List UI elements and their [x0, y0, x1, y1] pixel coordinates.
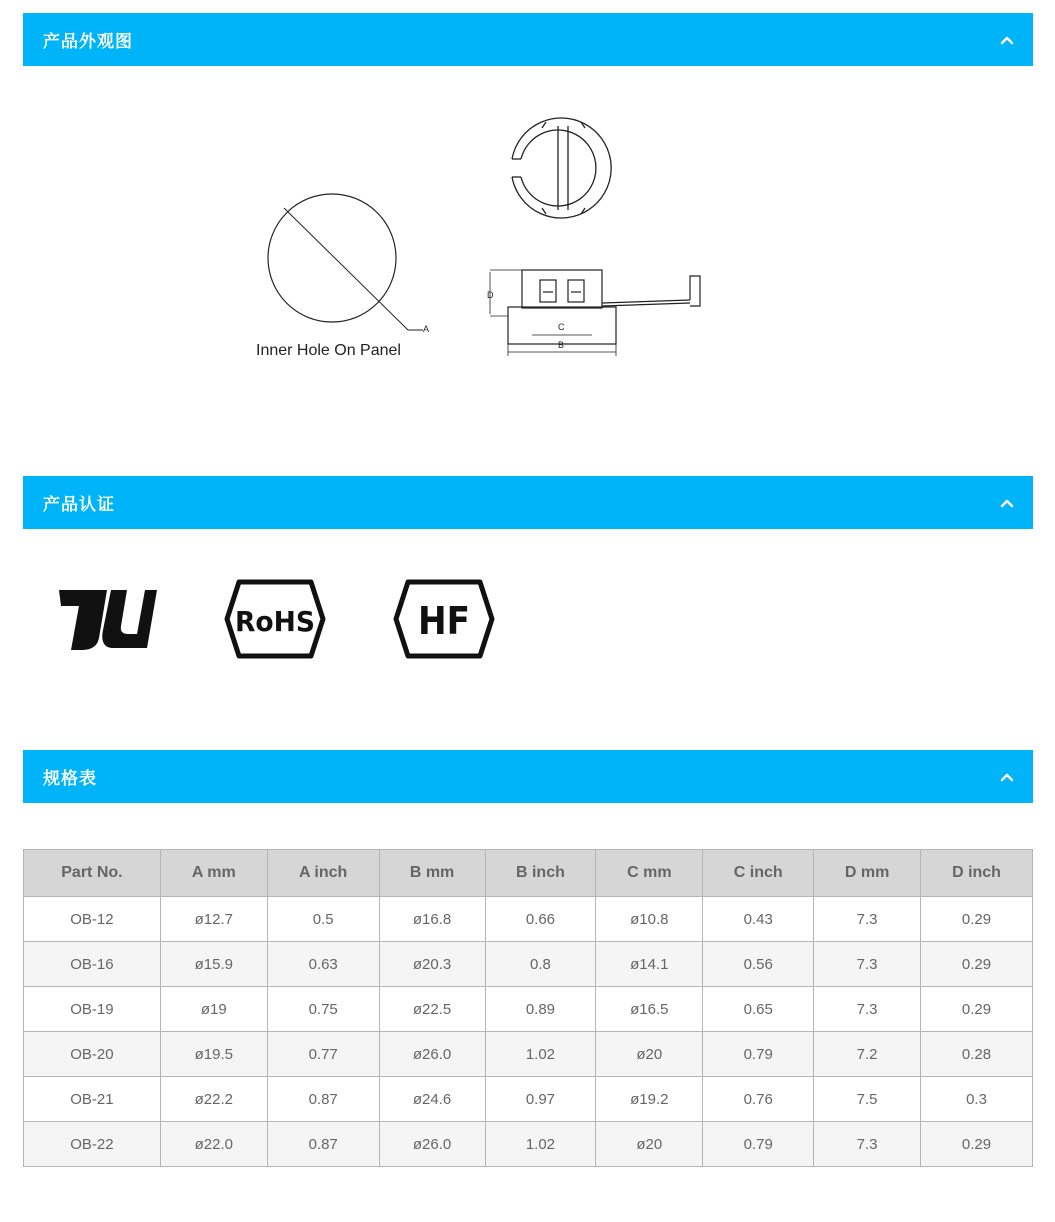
table-cell: 0.77	[267, 1032, 379, 1077]
table-row	[24, 987, 1033, 1032]
col-header: B inch	[485, 850, 596, 897]
table-cell: 7.5	[814, 1077, 921, 1122]
table-cell: ø12.7	[160, 897, 267, 942]
table-cell: OB-19	[24, 987, 161, 1032]
table-header-row	[24, 850, 1033, 897]
table-cell: ø22.0	[160, 1122, 267, 1167]
table-cell: ø16.8	[379, 897, 485, 942]
table-cell: 0.29	[921, 987, 1033, 1032]
table-cell: 0.29	[921, 1122, 1033, 1167]
col-header: D inch	[921, 850, 1033, 897]
table-cell: 0.97	[485, 1077, 596, 1122]
section-title: 产品外观图	[43, 32, 133, 52]
col-header: B mm	[379, 850, 485, 897]
col-header: A mm	[160, 850, 267, 897]
section-header-appearance[interactable]	[23, 13, 1033, 66]
registered-mark: ®	[145, 588, 157, 602]
chevron-up-icon[interactable]	[998, 494, 1016, 512]
table-cell: 7.3	[814, 897, 921, 942]
table-cell: 1.02	[485, 1122, 596, 1167]
table-row	[24, 1032, 1033, 1077]
table-row	[24, 1077, 1033, 1122]
table-cell: ø19.2	[596, 1077, 703, 1122]
chevron-up-icon[interactable]	[998, 31, 1016, 49]
table-cell: OB-22	[24, 1122, 161, 1167]
table-cell: ø20	[596, 1122, 703, 1167]
table-cell: 0.89	[485, 987, 596, 1032]
table-cell: 7.3	[814, 987, 921, 1032]
table-cell: 0.29	[921, 897, 1033, 942]
table-cell: 7.2	[814, 1032, 921, 1077]
table-cell: ø24.6	[379, 1077, 485, 1122]
table-cell: 7.3	[814, 1122, 921, 1167]
table-cell: ø16.5	[596, 987, 703, 1032]
table-cell: 0.29	[921, 942, 1033, 987]
dim-label-b: B	[558, 340, 565, 350]
col-header: Part No.	[24, 850, 161, 897]
table-cell: 0.56	[703, 942, 814, 987]
table-row	[24, 897, 1033, 942]
table-cell: ø26.0	[379, 1032, 485, 1077]
table-cell: 0.3	[921, 1077, 1033, 1122]
table-cell: ø26.0	[379, 1122, 485, 1167]
table-cell: 0.66	[485, 897, 596, 942]
table-row	[24, 1122, 1033, 1167]
dim-label-d: D	[487, 290, 494, 300]
table-cell: 0.5	[267, 897, 379, 942]
table-cell: 0.63	[267, 942, 379, 987]
table-cell: ø19	[160, 987, 267, 1032]
table-cell: OB-21	[24, 1077, 161, 1122]
table-cell: ø22.5	[379, 987, 485, 1032]
drawing-caption: Inner Hole On Panel	[256, 342, 401, 359]
col-header: C mm	[596, 850, 703, 897]
table-cell: ø14.1	[596, 942, 703, 987]
table-cell: ø10.8	[596, 897, 703, 942]
table-cell: 0.28	[921, 1032, 1033, 1077]
table-cell: ø15.9	[160, 942, 267, 987]
table-cell: OB-12	[24, 897, 161, 942]
chevron-up-icon[interactable]	[998, 768, 1016, 786]
table-cell: ø19.5	[160, 1032, 267, 1077]
rohs-logo	[223, 576, 327, 662]
hf-text: HF	[418, 599, 470, 643]
product-drawing	[240, 100, 720, 370]
dim-label-c: C	[558, 322, 565, 332]
ul-logo	[57, 576, 161, 656]
table-cell: OB-16	[24, 942, 161, 987]
table-cell: 0.87	[267, 1077, 379, 1122]
dim-label-a: A	[423, 324, 430, 334]
table-cell: 0.8	[485, 942, 596, 987]
table-cell: 0.76	[703, 1077, 814, 1122]
table-cell: 0.65	[703, 987, 814, 1032]
panel-hole-circle	[268, 194, 396, 322]
section-title: 产品认证	[43, 495, 115, 515]
spec-table	[23, 849, 1033, 1167]
bushing-side-view	[508, 270, 700, 344]
table-cell: 0.43	[703, 897, 814, 942]
table-cell: ø22.2	[160, 1077, 267, 1122]
table-cell: 0.87	[267, 1122, 379, 1167]
table-cell: ø20.3	[379, 942, 485, 987]
section-header-certification[interactable]	[23, 476, 1033, 529]
section-header-spec[interactable]	[23, 750, 1033, 803]
col-header: A inch	[267, 850, 379, 897]
table-cell: 0.79	[703, 1032, 814, 1077]
hf-logo	[392, 576, 496, 662]
table-cell: 7.3	[814, 942, 921, 987]
col-header: D mm	[814, 850, 921, 897]
bushing-top-view	[512, 118, 611, 218]
table-cell: OB-20	[24, 1032, 161, 1077]
table-cell: 0.75	[267, 987, 379, 1032]
rohs-text: RoHS	[235, 605, 315, 638]
table-row	[24, 942, 1033, 987]
table-cell: ø20	[596, 1032, 703, 1077]
section-title: 规格表	[43, 769, 97, 789]
table-cell: 1.02	[485, 1032, 596, 1077]
table-cell: 0.79	[703, 1122, 814, 1167]
col-header: C inch	[703, 850, 814, 897]
